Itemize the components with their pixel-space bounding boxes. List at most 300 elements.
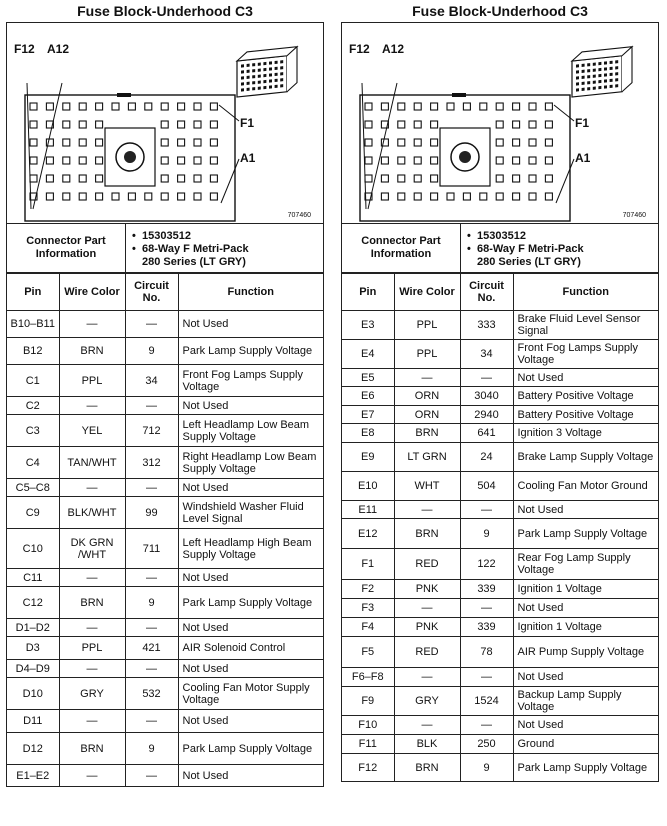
cell-wire-color: — bbox=[59, 569, 125, 587]
cell-pin: E8 bbox=[342, 424, 394, 443]
table-row bbox=[7, 710, 323, 733]
header-function: Function bbox=[178, 274, 323, 311]
cell-wire-color: BRN bbox=[394, 424, 460, 443]
table-row bbox=[342, 424, 658, 443]
header-pin: Pin bbox=[342, 274, 394, 311]
cell-pin: E7 bbox=[342, 406, 394, 424]
cell-function: Not Used bbox=[513, 369, 658, 387]
pin-cavity bbox=[381, 103, 388, 110]
pin-cavity bbox=[46, 157, 53, 164]
table-row bbox=[7, 765, 323, 787]
cell-function: AIR Solenoid Control bbox=[178, 637, 323, 660]
cell-pin: F10 bbox=[342, 716, 394, 735]
table-row bbox=[7, 338, 323, 365]
pin-cavity bbox=[63, 103, 70, 110]
connector-info bbox=[342, 224, 658, 273]
pin-cavity bbox=[128, 193, 135, 200]
cell-circuit: 250 bbox=[460, 735, 513, 754]
label-f12: F12 bbox=[349, 42, 370, 56]
pin-cavity bbox=[128, 103, 135, 110]
connector-info-values bbox=[461, 224, 658, 272]
cell-pin: E10 bbox=[342, 472, 394, 501]
right-panel bbox=[341, 0, 659, 782]
cell-pin: D1–D2 bbox=[7, 619, 59, 637]
cell-circuit: — bbox=[460, 369, 513, 387]
cell-wire-color: — bbox=[394, 716, 460, 735]
leader-a1 bbox=[221, 159, 239, 203]
header-wire-color: Wire Color bbox=[59, 274, 125, 311]
cell-circuit: 2940 bbox=[460, 406, 513, 424]
cell-function: Ignition 1 Voltage bbox=[513, 580, 658, 599]
pin-cavity bbox=[431, 175, 438, 182]
pin-cavity bbox=[398, 121, 405, 128]
pin-cavity bbox=[529, 157, 536, 164]
connector-sketch bbox=[572, 47, 632, 97]
cell-pin: C10 bbox=[7, 529, 59, 569]
table-row bbox=[342, 668, 658, 687]
pin-cavity bbox=[431, 193, 438, 200]
cell-pin: D10 bbox=[7, 678, 59, 710]
pin-cavity bbox=[46, 103, 53, 110]
cell-wire-color: BRN bbox=[59, 587, 125, 619]
cell-circuit: 78 bbox=[460, 637, 513, 668]
pin-cavity bbox=[398, 103, 405, 110]
cell-function: Park Lamp Supply Voltage bbox=[513, 754, 658, 782]
cell-pin: F2 bbox=[342, 580, 394, 599]
pin-cavity bbox=[63, 157, 70, 164]
leader-f1 bbox=[554, 105, 574, 121]
pin-cavity bbox=[30, 139, 37, 146]
cell-function: Not Used bbox=[513, 599, 658, 618]
pin-cavity bbox=[210, 175, 217, 182]
cell-pin: F12 bbox=[342, 754, 394, 782]
pin-cavity bbox=[63, 121, 70, 128]
table-row bbox=[7, 569, 323, 587]
cell-wire-color: — bbox=[59, 619, 125, 637]
pin-cavity bbox=[194, 139, 201, 146]
cell-wire-color: RED bbox=[394, 637, 460, 668]
pin-cavity bbox=[513, 139, 520, 146]
connector-sketch bbox=[237, 47, 297, 97]
cell-pin: F3 bbox=[342, 599, 394, 618]
pin-cavity bbox=[414, 193, 421, 200]
cell-circuit: — bbox=[460, 716, 513, 735]
pin-cavity bbox=[529, 139, 536, 146]
pin-cavity bbox=[210, 103, 217, 110]
pin-cavity bbox=[463, 103, 470, 110]
cell-circuit: 34 bbox=[460, 340, 513, 369]
connector-info bbox=[7, 224, 323, 273]
cell-function: Not Used bbox=[178, 311, 323, 338]
cell-circuit: 504 bbox=[460, 472, 513, 501]
cell-circuit: 122 bbox=[460, 549, 513, 580]
table-row bbox=[7, 678, 323, 710]
cell-wire-color: GRY bbox=[59, 678, 125, 710]
connector-type: • 68-Way F Metri-Pack bbox=[467, 243, 654, 256]
cell-wire-color: — bbox=[59, 765, 125, 787]
pin-cavity bbox=[529, 121, 536, 128]
cell-function: AIR Pump Supply Voltage bbox=[513, 637, 658, 668]
cell-pin: E4 bbox=[342, 340, 394, 369]
table-row bbox=[342, 406, 658, 424]
cell-wire-color: — bbox=[59, 397, 125, 415]
cell-circuit: — bbox=[125, 311, 178, 338]
cell-function: Brake Fluid Level Sensor Signal bbox=[513, 311, 658, 340]
cell-circuit: — bbox=[460, 668, 513, 687]
cell-circuit: 711 bbox=[125, 529, 178, 569]
pin-cavity bbox=[46, 193, 53, 200]
cell-circuit: 9 bbox=[125, 733, 178, 765]
pin-cavity bbox=[398, 157, 405, 164]
pin-cavity bbox=[194, 175, 201, 182]
pin-cavity bbox=[365, 157, 372, 164]
pin-cavity bbox=[496, 139, 503, 146]
pin-cavity bbox=[447, 193, 454, 200]
table-row bbox=[7, 365, 323, 397]
pin-cavity bbox=[545, 139, 552, 146]
cell-circuit: — bbox=[125, 479, 178, 497]
table-row bbox=[342, 340, 658, 369]
cell-wire-color: PPL bbox=[394, 340, 460, 369]
cell-circuit: 712 bbox=[125, 415, 178, 447]
pin-cavity bbox=[529, 103, 536, 110]
cell-wire-color: BLK/WHT bbox=[59, 497, 125, 529]
cell-function: Not Used bbox=[178, 660, 323, 678]
table-row bbox=[7, 660, 323, 678]
cell-pin: B12 bbox=[7, 338, 59, 365]
cell-function: Park Lamp Supply Voltage bbox=[513, 519, 658, 549]
table-row bbox=[342, 519, 658, 549]
cell-wire-color: DK GRN /WHT bbox=[59, 529, 125, 569]
cell-wire-color: RED bbox=[394, 549, 460, 580]
connector-type: • 68-Way F Metri-Pack bbox=[132, 243, 319, 256]
cell-pin: F4 bbox=[342, 618, 394, 637]
pin-cavity bbox=[414, 157, 421, 164]
cell-function: Not Used bbox=[178, 479, 323, 497]
table-row bbox=[7, 497, 323, 529]
cell-wire-color: TAN/WHT bbox=[59, 447, 125, 479]
pin-cavity bbox=[513, 157, 520, 164]
cell-circuit: 641 bbox=[460, 424, 513, 443]
cell-wire-color: BLK bbox=[394, 735, 460, 754]
pin-cavity bbox=[161, 157, 168, 164]
pin-cavity bbox=[480, 193, 487, 200]
pin-cavity bbox=[513, 175, 520, 182]
pin-cavity bbox=[381, 157, 388, 164]
pin-cavity bbox=[365, 121, 372, 128]
cell-wire-color: GRY bbox=[394, 687, 460, 716]
cell-wire-color: — bbox=[59, 479, 125, 497]
pin-cavity bbox=[112, 193, 119, 200]
pin-cavity bbox=[79, 193, 86, 200]
cell-wire-color: PPL bbox=[59, 637, 125, 660]
pin-cavity bbox=[178, 193, 185, 200]
pin-cavity bbox=[414, 103, 421, 110]
header-function: Function bbox=[513, 274, 658, 311]
pin-cavity bbox=[96, 157, 103, 164]
table-row bbox=[342, 369, 658, 387]
pin-cavity bbox=[79, 175, 86, 182]
center-bolt bbox=[459, 151, 471, 163]
cell-wire-color: — bbox=[394, 599, 460, 618]
pin-cavity bbox=[194, 121, 201, 128]
pin-cavity bbox=[365, 139, 372, 146]
pin-cavity bbox=[414, 175, 421, 182]
cell-circuit: — bbox=[125, 569, 178, 587]
cell-function: Windshield Washer Fluid Level Signal bbox=[178, 497, 323, 529]
pin-cavity bbox=[496, 121, 503, 128]
pin-cavity bbox=[79, 121, 86, 128]
pin-cavity bbox=[210, 121, 217, 128]
cell-wire-color: — bbox=[394, 668, 460, 687]
table-row bbox=[342, 735, 658, 754]
cell-pin: E1–E2 bbox=[7, 765, 59, 787]
table-row bbox=[7, 733, 323, 765]
pin-cavity bbox=[63, 139, 70, 146]
pin-cavity bbox=[178, 175, 185, 182]
cell-function: Cooling Fan Motor Ground bbox=[513, 472, 658, 501]
pin-cavity bbox=[398, 193, 405, 200]
pin-cavity bbox=[463, 193, 470, 200]
table-row bbox=[342, 549, 658, 580]
cell-function: Left Headlamp High Beam Supply Voltage bbox=[178, 529, 323, 569]
cell-wire-color: PPL bbox=[59, 365, 125, 397]
cell-circuit: 333 bbox=[460, 311, 513, 340]
pin-cavity bbox=[545, 193, 552, 200]
cell-wire-color: — bbox=[394, 369, 460, 387]
cell-pin: B10–B11 bbox=[7, 311, 59, 338]
label-f1: F1 bbox=[240, 116, 255, 130]
cell-wire-color: PNK bbox=[394, 618, 460, 637]
label-a1: A1 bbox=[575, 151, 591, 165]
pin-cavity bbox=[178, 121, 185, 128]
label-a12: A12 bbox=[47, 42, 70, 56]
cell-wire-color: PNK bbox=[394, 580, 460, 599]
cell-pin: F5 bbox=[342, 637, 394, 668]
table-row bbox=[342, 311, 658, 340]
table-row bbox=[7, 587, 323, 619]
pin-cavity bbox=[414, 121, 421, 128]
cell-wire-color: LT GRN bbox=[394, 443, 460, 472]
cell-pin: D12 bbox=[7, 733, 59, 765]
table-row bbox=[7, 447, 323, 479]
pin-cavity bbox=[194, 157, 201, 164]
leader-a1 bbox=[556, 159, 574, 203]
pin-cavity bbox=[63, 193, 70, 200]
table-row bbox=[7, 311, 323, 338]
cell-function: Ignition 3 Voltage bbox=[513, 424, 658, 443]
cell-wire-color: — bbox=[59, 660, 125, 678]
cell-circuit: — bbox=[125, 710, 178, 733]
cell-function: Backup Lamp Supply Voltage bbox=[513, 687, 658, 716]
cell-function: Rear Fog Lamp Supply Voltage bbox=[513, 549, 658, 580]
table-row bbox=[342, 754, 658, 782]
center-bolt bbox=[124, 151, 136, 163]
pin-cavity bbox=[145, 193, 152, 200]
connector-key bbox=[452, 93, 466, 97]
pin-cavity bbox=[112, 103, 119, 110]
cell-wire-color: BRN bbox=[394, 519, 460, 549]
table-row bbox=[342, 716, 658, 735]
cell-circuit: — bbox=[125, 765, 178, 787]
pin-cavity bbox=[513, 103, 520, 110]
connector-series: 280 Series (LT GRY) bbox=[477, 256, 581, 268]
cell-pin: F11 bbox=[342, 735, 394, 754]
cell-function: Battery Positive Voltage bbox=[513, 387, 658, 406]
cell-pin: E6 bbox=[342, 387, 394, 406]
pin-cavity bbox=[365, 175, 372, 182]
pin-cavity bbox=[79, 103, 86, 110]
connector-info-values bbox=[126, 224, 323, 272]
pin-cavity bbox=[96, 139, 103, 146]
pin-cavity bbox=[529, 193, 536, 200]
pin-cavity bbox=[529, 175, 536, 182]
cell-function: Park Lamp Supply Voltage bbox=[178, 733, 323, 765]
header-circuit: Circuit No. bbox=[460, 274, 513, 311]
cell-circuit: 9 bbox=[460, 519, 513, 549]
cell-circuit: 1524 bbox=[460, 687, 513, 716]
cell-pin: C4 bbox=[7, 447, 59, 479]
pin-cavity bbox=[496, 157, 503, 164]
cell-function: Battery Positive Voltage bbox=[513, 406, 658, 424]
cell-circuit: 532 bbox=[125, 678, 178, 710]
cell-function: Brake Lamp Supply Voltage bbox=[513, 443, 658, 472]
table-row bbox=[7, 619, 323, 637]
connector-box bbox=[341, 22, 659, 782]
cell-pin: E5 bbox=[342, 369, 394, 387]
cell-function: Not Used bbox=[178, 569, 323, 587]
table-row bbox=[342, 599, 658, 618]
cell-circuit: 9 bbox=[125, 338, 178, 365]
pin-cavity bbox=[145, 103, 152, 110]
pin-cavity bbox=[161, 103, 168, 110]
pin-cavity bbox=[381, 175, 388, 182]
pin-cavity bbox=[431, 121, 438, 128]
cell-pin: E12 bbox=[342, 519, 394, 549]
pin-cavity bbox=[30, 157, 37, 164]
cell-function: Not Used bbox=[178, 765, 323, 787]
table-row bbox=[7, 397, 323, 415]
pin-cavity bbox=[398, 139, 405, 146]
table-row bbox=[342, 443, 658, 472]
cell-circuit: 9 bbox=[125, 587, 178, 619]
pin-cavity bbox=[96, 121, 103, 128]
cell-function: Park Lamp Supply Voltage bbox=[178, 338, 323, 365]
cell-circuit: 421 bbox=[125, 637, 178, 660]
label-a12: A12 bbox=[382, 42, 405, 56]
pin-cavity bbox=[161, 139, 168, 146]
label-f1: F1 bbox=[575, 116, 590, 130]
connector-diagram bbox=[342, 23, 658, 224]
cell-wire-color: — bbox=[394, 501, 460, 519]
pin-cavity bbox=[210, 139, 217, 146]
cell-function: Not Used bbox=[513, 668, 658, 687]
cell-function: Park Lamp Supply Voltage bbox=[178, 587, 323, 619]
pin-cavity bbox=[447, 103, 454, 110]
connector-box bbox=[6, 22, 324, 787]
cell-circuit: 9 bbox=[460, 754, 513, 782]
pin-cavity bbox=[161, 175, 168, 182]
pin-cavity bbox=[414, 139, 421, 146]
pin-cavity bbox=[496, 103, 503, 110]
cell-pin: C3 bbox=[7, 415, 59, 447]
cell-circuit: 34 bbox=[125, 365, 178, 397]
pin-cavity bbox=[210, 157, 217, 164]
pin-cavity bbox=[30, 121, 37, 128]
pin-cavity bbox=[46, 175, 53, 182]
cell-wire-color: BRN bbox=[59, 338, 125, 365]
cell-circuit: 99 bbox=[125, 497, 178, 529]
pin-cavity bbox=[398, 175, 405, 182]
cell-pin: C9 bbox=[7, 497, 59, 529]
cell-pin: C1 bbox=[7, 365, 59, 397]
pin-cavity bbox=[381, 193, 388, 200]
cell-pin: C12 bbox=[7, 587, 59, 619]
cell-wire-color: BRN bbox=[59, 733, 125, 765]
figure-id: 707460 bbox=[287, 212, 311, 219]
connector-key bbox=[117, 93, 131, 97]
pin-cavity bbox=[431, 103, 438, 110]
cell-circuit: 3040 bbox=[460, 387, 513, 406]
cell-pin: E9 bbox=[342, 443, 394, 472]
cell-function: Not Used bbox=[513, 716, 658, 735]
table-row bbox=[342, 618, 658, 637]
cell-wire-color: — bbox=[59, 710, 125, 733]
pin-cavity bbox=[30, 103, 37, 110]
pin-cavity bbox=[178, 157, 185, 164]
cell-function: Ignition 1 Voltage bbox=[513, 618, 658, 637]
table-row bbox=[7, 479, 323, 497]
pin-cavity bbox=[194, 193, 201, 200]
pin-cavity bbox=[496, 193, 503, 200]
connector-diagram bbox=[7, 23, 323, 224]
part-number: • 15303512 bbox=[132, 230, 319, 243]
pin-cavity bbox=[96, 103, 103, 110]
cell-circuit: 339 bbox=[460, 580, 513, 599]
pin-cavity bbox=[365, 103, 372, 110]
table-row bbox=[342, 387, 658, 406]
header-pin: Pin bbox=[7, 274, 59, 311]
cell-wire-color: PPL bbox=[394, 311, 460, 340]
header-wire-color: Wire Color bbox=[394, 274, 460, 311]
part-number: • 15303512 bbox=[467, 230, 654, 243]
table-row bbox=[342, 580, 658, 599]
label-f12: F12 bbox=[14, 42, 35, 56]
connector-info-label: Connector Part Information bbox=[7, 224, 126, 272]
label-a1: A1 bbox=[240, 151, 256, 165]
cell-pin: D11 bbox=[7, 710, 59, 733]
pin-cavity bbox=[545, 103, 552, 110]
pin-cavity bbox=[496, 175, 503, 182]
pin-cavity bbox=[545, 157, 552, 164]
cell-function: Not Used bbox=[178, 710, 323, 733]
cell-wire-color: YEL bbox=[59, 415, 125, 447]
cell-pin: F6–F8 bbox=[342, 668, 394, 687]
cell-pin: E11 bbox=[342, 501, 394, 519]
table-row bbox=[7, 529, 323, 569]
pin-cavity bbox=[431, 157, 438, 164]
pin-cavity bbox=[161, 193, 168, 200]
cell-circuit: — bbox=[125, 397, 178, 415]
pin-cavity bbox=[63, 175, 70, 182]
cell-function: Ground bbox=[513, 735, 658, 754]
table-row bbox=[342, 472, 658, 501]
pin-cavity bbox=[194, 103, 201, 110]
pinout-table bbox=[7, 273, 323, 787]
header-circuit: Circuit No. bbox=[125, 274, 178, 311]
cell-function: Cooling Fan Motor Supply Voltage bbox=[178, 678, 323, 710]
pin-cavity bbox=[513, 121, 520, 128]
